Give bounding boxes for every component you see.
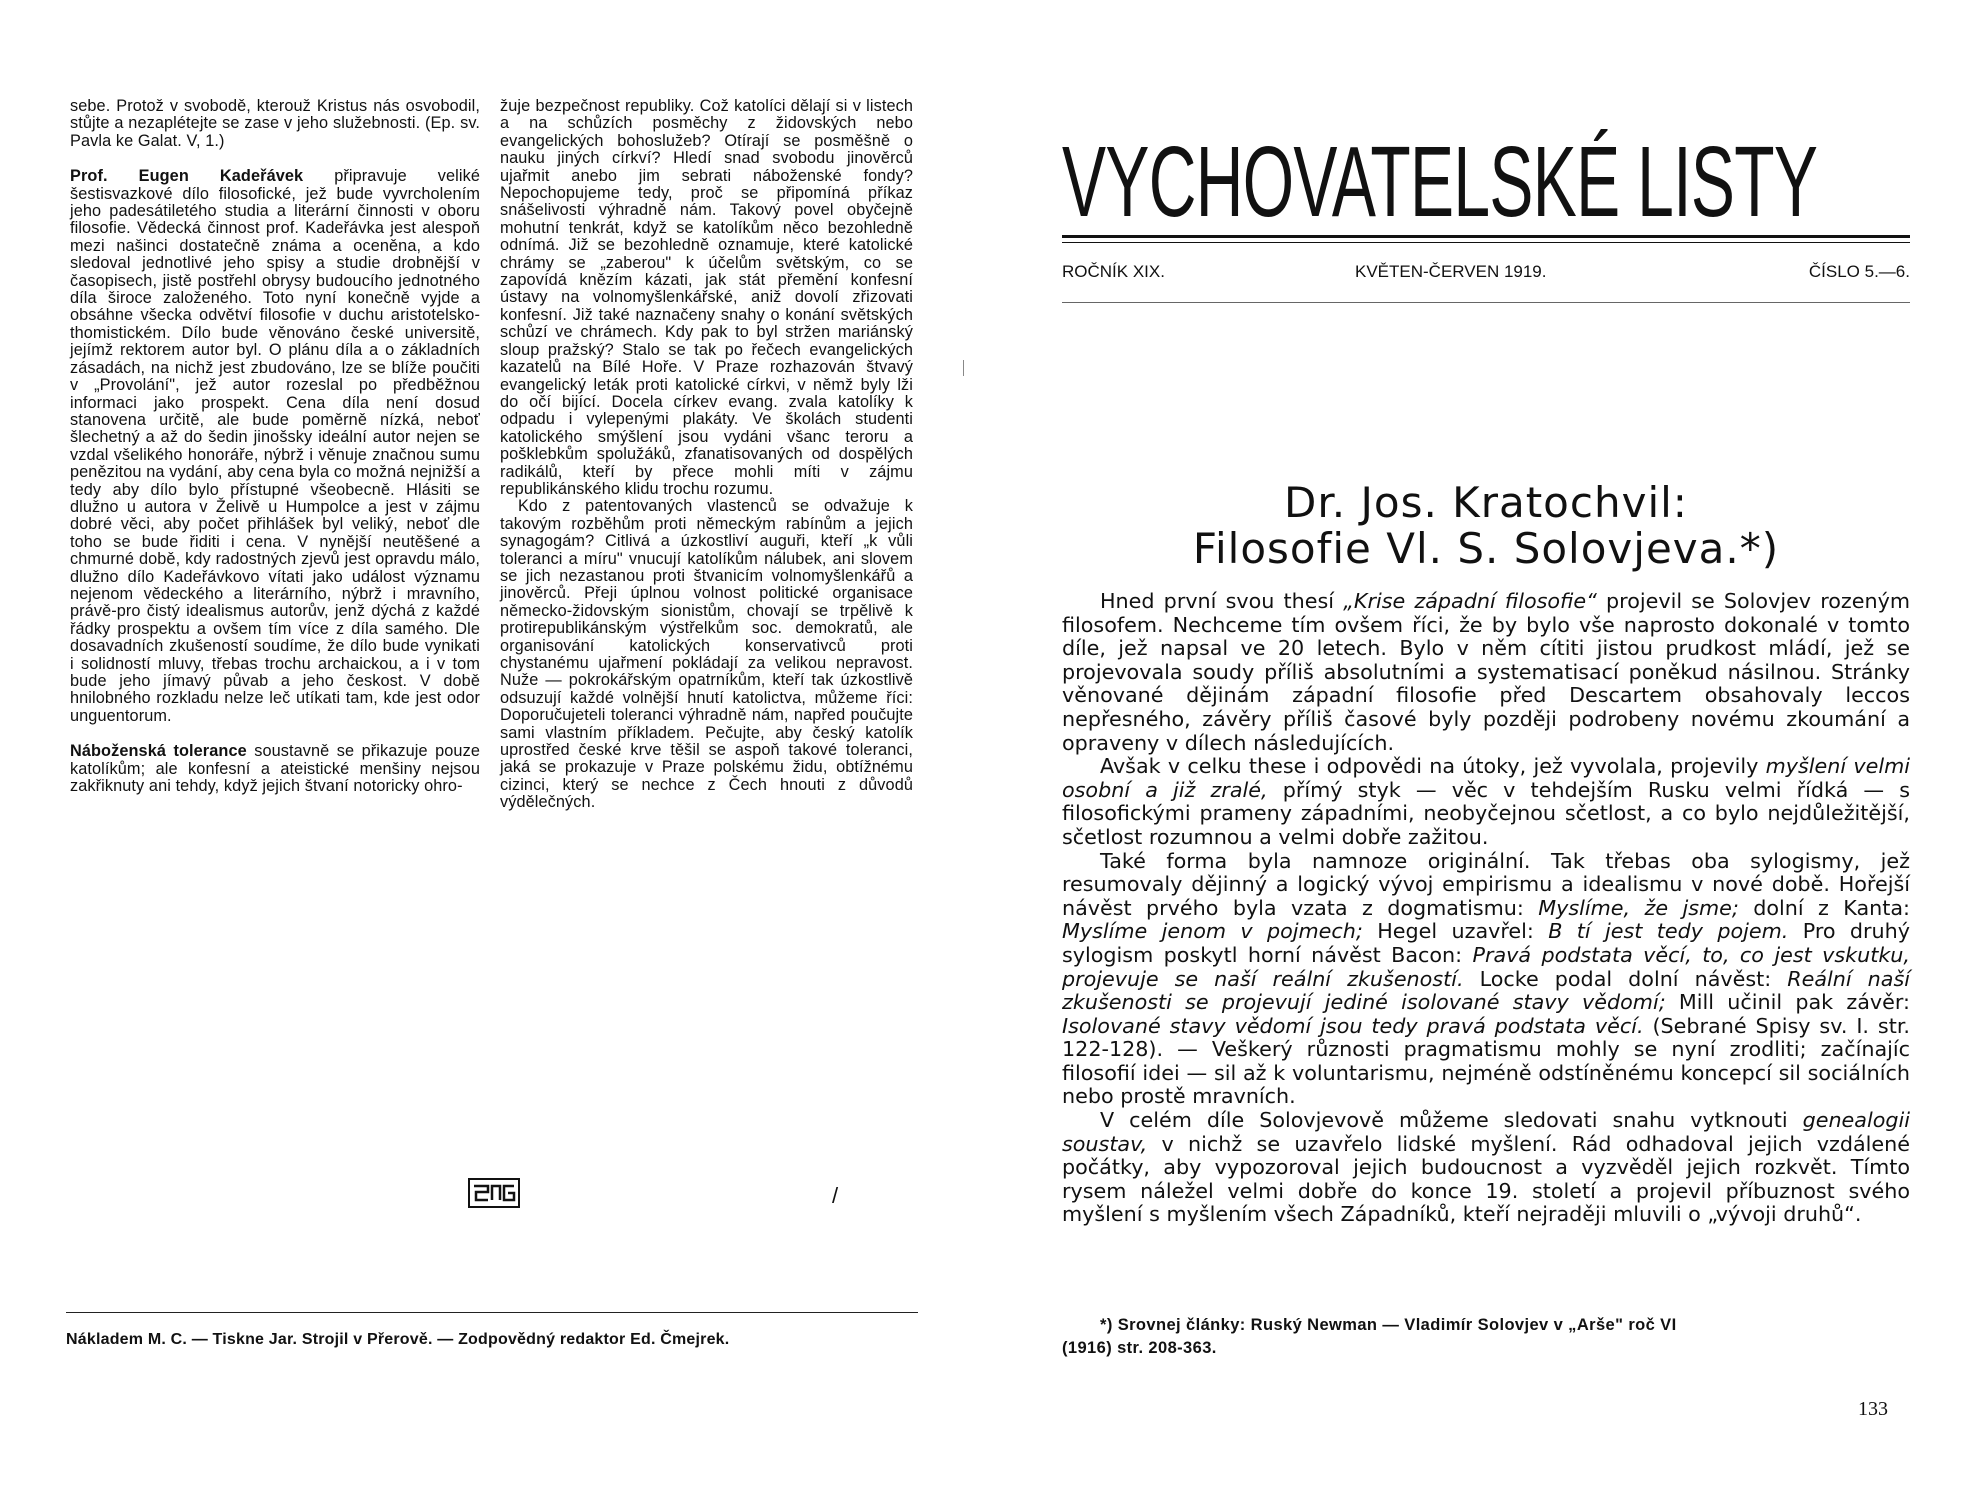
article-body xyxy=(1062,590,1910,1227)
left-paragraph-tolerance: Náboženská tolerance soustavně se přikazuje pouze katolíkům; ale konfesní a ateistické menšiny nejsou zakřiknuty ani tehdy, když jejich štvaní notoricky ohro- xyxy=(70,742,480,796)
article-title: Filosofie Vl. S. Solovjeva.*) xyxy=(1192,524,1780,573)
article-author: Dr. Jos. Kratochvil: xyxy=(1284,478,1688,527)
journal-title: VYCHOVATELSKÉ LISTY xyxy=(1062,126,1818,238)
printer-ornament-icon xyxy=(468,1178,520,1208)
issue-number: ČÍSLO 5.—6. xyxy=(1808,262,1910,281)
left-paragraph-patriots: Kdo z patentovaných vlastenců se odvažuje k takovým rozběhům proti německým rabínům a jejich synagogám? Citlivá a úzkostliví auguři, kteří „k vůli toleranci a míru" vnucují katolíkům nálubek, ani slovem se jich nezastanou proti štvanicím volnomyšlenkářů a jinověrců. Přeji úplnou volnost politické organisace německo-židovským sionistům, chovají se trpělivě k protirepublikánským výstřelkům soc. demokratů, ale organisování katolických konservativců proti chystanému ujařmení pokládají za velikou nepravost. Nuže — pokrokářským opatrníkům, kteří tak úzkostlivě odsuzují každé volnější hnutí katolictva, můžeme říci: Doporučujeteli toleranci výhradně nám, napřed poučujte sami vlastním příkladem. Pečujte, aby český katolík uprostřed české krve těšil se aspoň takové toleranci, jaká se prokazuje v Praze polskému židu, obtížnému cizinci, který se nechce z Čech hnouti z důvodů výdělečných. xyxy=(500,497,913,812)
gutter-mark xyxy=(963,360,964,376)
issue-rule xyxy=(1062,302,1910,303)
article-paragraph: Také forma byla namnoze originální. Tak třebas oba sylogismy, jež resumovaly dějinný a logický vývoj empirismu a idealismu v nové době. Hořejší návěst prvého byla vzata z dogmatismu: Myslíme, že jsme; dolní z Kanta: Myslíme jenom v pojmech; Hegel uzavřel: B tí jest tedy pojem. Pro druhý sylogism poskytl horní návěst Bacon: Pravá podstata věcí, to, co jest vskutku, projevuje se naší reální zkušeností. Locke podal dolní návěst: Reální naší zkušenosti se projevují jediné isolované stavy vědomí; Mill učinil pak závěr: Isolované stavy vědomí jsou tedy pravá podstata věcí. (Sebrané Spisy sv. I. str. 122-128). — Veškerý různosti pragmatismu mohly se nyní zrodliti; začínajíc filosofií idei — sil až k voluntarismu, nejméně odstíněnému koncepcí sil sociálních nebo prostě mravních. xyxy=(1062,848,1911,1109)
issue-volume: ROČNÍK XIX. xyxy=(1062,262,1165,281)
article-paragraph: V celém díle Solovjevově můžeme sledovati snahu vytknouti genealogii soustav, v nichž se uzavřelo lidské myšlení. Rád odhadoval jejich vzdálené počátky, aby vypozoroval jejich budoucnost a vyzvěděl jejich rozkvět. Tímto rysem náležel velmi dobře do konce 19. století a projevil příbuznost svého myšlení s myšlením všech Západníků, kteří nejraději mluvili o „vývoji druhů“. xyxy=(1062,1108,1910,1227)
left-paragraph-kaderavek: Prof. Eugen Kadeřávek připravuje veliké šestisvazkové dílo filosofické, jež bude vyvrcholením jeho padesátiletého studia a literární činnosti v oboru filosofie. Vědecká činnost prof. Kadeřávka jest alespoň mezi našinci dostatečně známa a oceněna, a kdo sledoval jednotlivé jeho spisy a studie drobnější v časopisech, jistě postřehl obrysy budoucího jednotného díla široce založeného. Toto nyní konečně vyjde a obsáhne všecka odvětví filosofie v duchu aristotelsko-thomistickém. Dílo bude věnováno české universitě, jejímž rektorem autor byl. O plánu díla a o základních zásadách, na nichž jest zbudováno, lze se blíže poučiti v „Provolání", jež autor rozeslal po předběžnou informaci jako prospekt. Cena díla není dosud stanovena určitě, ale bude poměrně nízká, neboť šlechetný a až do šedin jinošsky ideální autor nejen se vzdal všelikého honoráře, nýbrž i věnuje značnou sumu penězitou na vydání, aby cena byla co možná nejnižší a tedy aby dílo bylo přístupné všeobecně. Hlásiti se dlužno u autora v Želivě u Humpolce a jest v zájmu dobré věci, aby počet přihlášek byl veliký, neboť dle toho se bude řiditi i cena. V nynější neutěšené a chmurné době, kdy radostných zjevů jest opravdu málo, dlužno dílo Kadeřávkovo vítati jako událost významu nejenom vědeckého a literárního, nýbrž i mravního, právě-pro čistý idealismus autorův, jenž dýchá z každé řádky prospektu a ovšem tím více z díla samého. Dle dosavadních zkušeností soudíme, že dílo bude vynikati i solidností mluvy, třebas trochu archaickou, a i v tom bude jeho jímavý půvab a jeho českost. V době hnilobného rozkladu nelze leč utíkati tam, kde jest odor unguentorum. xyxy=(70,167,480,725)
left-column-1 xyxy=(70,98,480,795)
left-column-2 xyxy=(500,98,913,812)
imprint-line: Nákladem M. C. — Tiskne Jar. Strojil v Přerově. — Zodpovědný redaktor Ed. Čmejrek. xyxy=(66,1331,730,1348)
run-in-heading: Náboženská tolerance xyxy=(70,742,247,761)
footnote-line-1: *) Srovnej články: Ruský Newman — Vladimír Solovjev v „Arše" roč VI xyxy=(1100,1316,1677,1334)
masthead-rule-thin xyxy=(1062,242,1910,243)
left-paragraph-continuation: žuje bezpečnost republiky. Což katolíci dělají si v listech a na schůzích posměchy z židovských nebo evangelických bohoslužeb? Otírají se posměšně o nauku jiných církví? Hledí snad svobodu jinověrců ujařmit anebo jim sebrati náboženské fondy? Nepochopujeme tedy, proč se připomíná příkaz snášelivosti výhradně nám. Takový povel obyčejně mohutní tenkrát, když se katolíkům něco bezohledně odnímá. Již se bezohledně oznamuje, které katolické chrámy se „zaberou" k účelům světským, co se zapovídá knězím kázati, jak stát přemění konfesní ústavy na volnomyšlenkářské, aniž dovolí zřizovati konfesní. Již také naznačeny snahy o konání světských schůzí ve chrámech. Kdy pak to byl stržen mariánský sloup pražský? Stalo se tak po řečech evangelických kazatelů na Bílé Hoře. V Praze rozhazován štvavý evangelický leták proti katolické církvi, v němž byly lži do očí bijící. Docela církev evang. zvala katolíky k odpadu i vylepenými plakáty. Ve školách studenti katolického smýšlení jsou vydáni všanc teroru a pošklebkům spolužáků, zfanatisovaných od dospělých radikálů, kteří by přece mohli míti v zájmu republikánského klidu trochu rozumu. xyxy=(500,97,913,498)
run-in-heading: Prof. Eugen Kadeřávek xyxy=(70,167,304,186)
issue-date: KVĚTEN-ČERVEN 1919. xyxy=(1355,262,1547,281)
article-paragraph: Hned první svou thesí „Krise západní filosofie“ projevil se Solovjev rozeným filosofem. Nechceme tím ovšem říci, že by bylo vše naprosto dokonalé v tomto díle, jež napsal ve 20 letech. Bylo v něm cítiti jistou prudkost mládí, jež se projevovala soudy příliš absolutními a systematisací poněkud násilnou. Stránky věnované dějinám západní filosofie před Descartem obsahovaly leccos nepřesného, závěry příliš časové byly později podrobeny novému zkoumání a opraveny v dílech následujících. xyxy=(1062,589,1910,755)
imprint-rule xyxy=(66,1312,918,1313)
margin-mark: / xyxy=(832,1183,839,1208)
left-paragraph-quote: sebe. Protož v svobodě, kterouž Kristus nás osvobodil, stůjte a nezaplétejte se zase v jeho služebnosti. (Ep. sv. Pavla ke Galat. V, 1.) xyxy=(70,97,480,150)
footnote xyxy=(1062,1314,1910,1360)
footnote-line-2: (1916) str. 208-363. xyxy=(1062,1339,1217,1357)
page-number: 133 xyxy=(1858,1398,1888,1420)
masthead-rule-thick xyxy=(1062,235,1910,238)
article-paragraph: Avšak v celku these i odpovědi na útoky, jež vyvolala, projevily myšlení velmi osobní a již zralé, přímý styk — věc v tehdejším Rusku velmi řídká — s filosofickými prameny západními, neobyčejnou sčetlost, a co bylo nejdůležitější, sčetlost rozumnou a velmi dobře zažitou. xyxy=(1062,754,1910,849)
